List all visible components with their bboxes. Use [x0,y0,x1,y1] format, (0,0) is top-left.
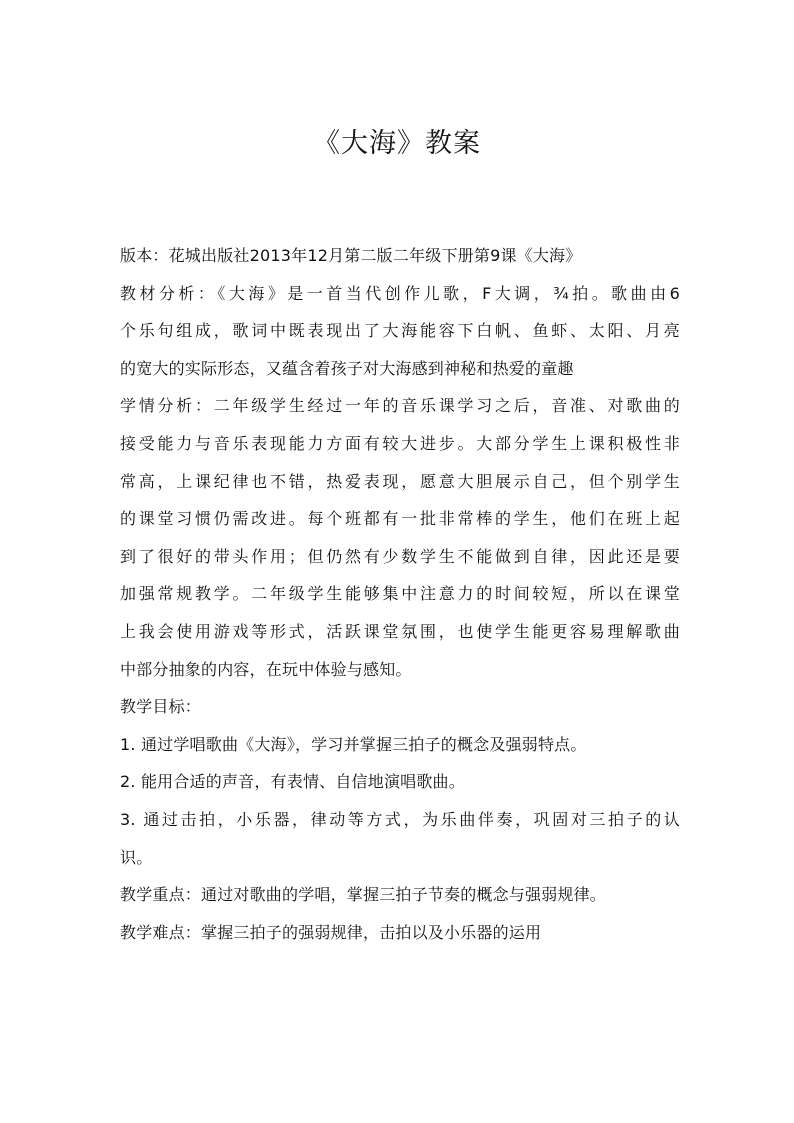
key-points-line: 教学重点：通过对歌曲的学唱，掌握三拍子节奏的概念与强弱规律。 [120,885,607,905]
material-analysis-line-1: 教材分析：《大海》是一首当代创作儿歌，F大调，¾拍。歌曲由6 [120,283,680,303]
objective-item-3-cont: 识。 [120,847,153,867]
learner-analysis-line-8: 中部分抽象的内容，在玩中体验与感知。 [120,659,412,679]
edition-line: 版本：花城出版社2013年12月第二版二年级下册第9课《大海》 [120,246,582,265]
difficulties-line: 教学难点：掌握三拍子的强弱规律，击拍以及小乐器的运用 [120,922,542,942]
learner-analysis-line-5: 到了很好的带头作用；但仍然有少数学生不能做到自律，因此还是要 [120,546,680,566]
objectives-heading: 教学目标： [120,697,202,717]
objective-item-3: 3. 通过击拍，小乐器，律动等方式，为乐曲伴奏，巩固对三拍子的认 [120,809,680,829]
learner-analysis-line-3: 常高，上课纪律也不错，热爱表现，愿意大胆展示自己，但个别学生 [120,471,680,491]
learner-analysis-line-7: 上我会使用游戏等形式，活跃课堂氛围，也使学生能更容易理解歌曲 [120,621,680,641]
document-body [120,237,680,951]
objective-item-1: 1. 通过学唱歌曲《大海》，学习并掌握三拍子的概念及强弱特点。 [120,734,587,754]
objective-item-2: 2. 能用合适的声音，有表情、自信地演唱歌曲。 [120,772,465,792]
learner-analysis-line-6: 加强常规教学。二年级学生能够集中注意力的时间较短，所以在课堂 [120,584,680,604]
material-analysis-line-3: 的宽大的实际形态，又蕴含着孩子对大海感到神秘和热爱的童趣 [120,358,574,378]
material-analysis-line-2: 个乐句组成，歌词中既表现出了大海能容下白帆、鱼虾、太阳、月亮 [120,321,680,341]
learner-analysis-line-2: 接受能力与音乐表现能力方面有较大进步。大部分学生上课积极性非 [120,433,680,453]
document-title: 《大海》教案 [313,128,481,159]
learner-analysis-line-1: 学情分析：二年级学生经过一年的音乐课学习之后，音准、对歌曲的 [120,396,680,416]
learner-analysis-line-4: 的课堂习惯仍需改进。每个班都有一批非常棒的学生，他们在班上起 [120,509,680,529]
